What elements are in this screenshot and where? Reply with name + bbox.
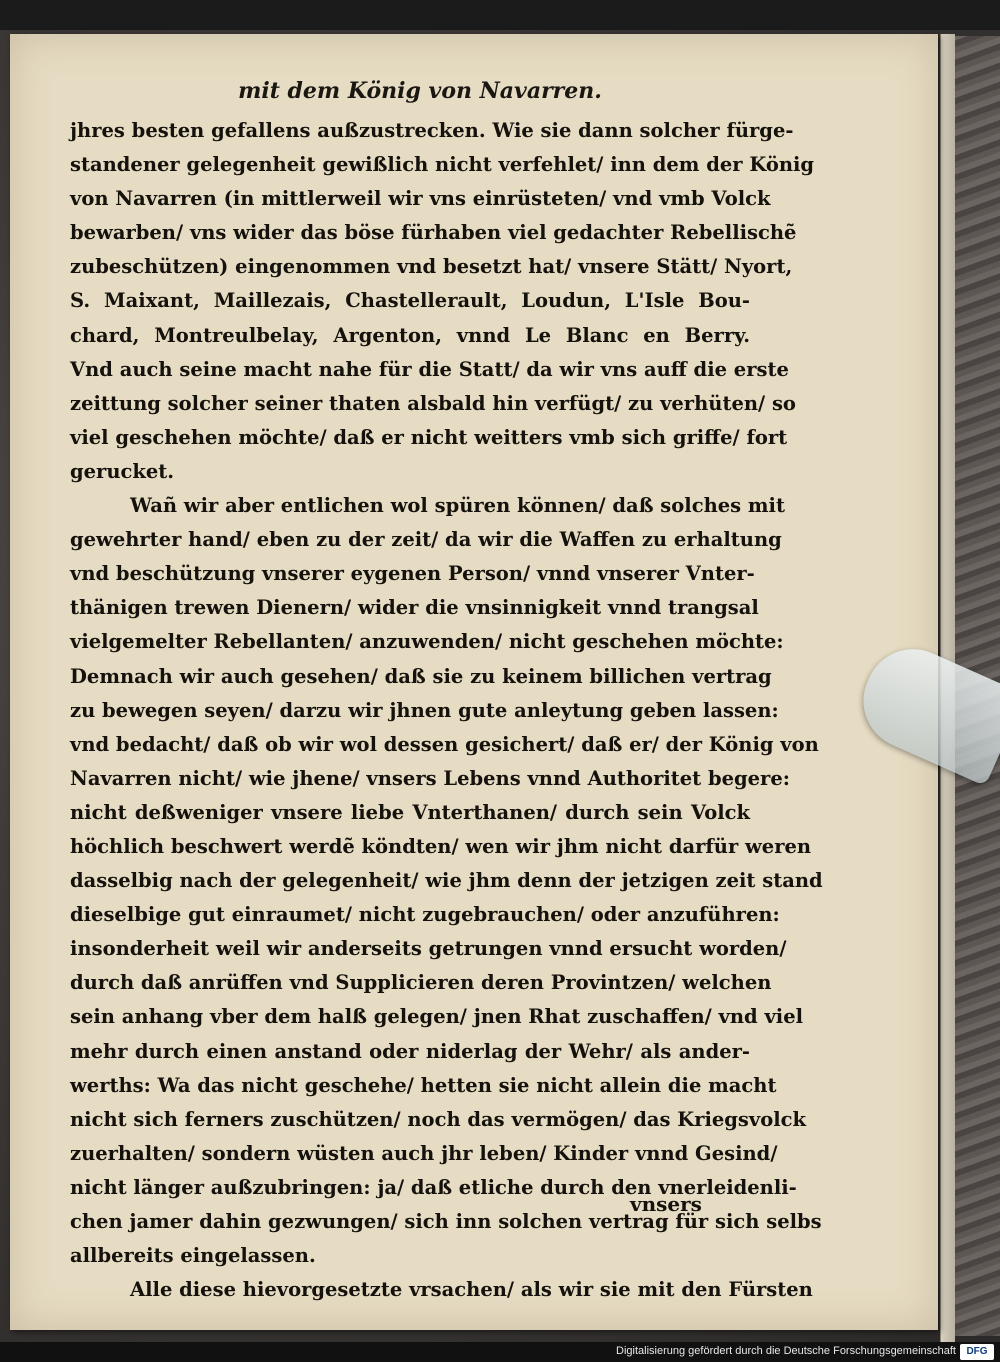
text-line: standener gelegenheit gewißlich nicht verfehlet/ inn dem der König [70, 153, 815, 177]
text-line: bewarben/ vns wider das böse fürhaben viel gedachter Rebellischẽ [70, 221, 797, 245]
text-line: jhres besten gefallens außzustrecken. Wie sie dann solcher fürge- [70, 119, 794, 142]
text-line: thänigen trewen Dienern/ wider die vnsinnigkeit vnnd trangsal [70, 596, 759, 620]
text-line: zu bewegen seyen/ darzu wir jhnen gute anleytung geben lassen: [70, 698, 779, 722]
text-line: Navarren nicht/ wie jhene/ vnsers Lebens vnnd Authoritet begere: [70, 766, 790, 790]
text-line: von Navarren (in mittlerweil wir vns einrüsteten/ vnd vmb Volck [70, 187, 771, 211]
text-line: nicht sich ferners zuschützen/ noch das vermögen/ das Kriegsvolck [70, 1107, 807, 1131]
text-line: Demnach wir auch gesehen/ daß sie zu keinem billichen vertrag [70, 664, 772, 688]
text-line: chard, Montreulbelay, Argenton, vnnd Le Blanc en Berry. [70, 323, 750, 347]
text-line: gerucket. [70, 459, 175, 483]
dfg-logo: DFG [960, 1344, 994, 1360]
text-line: S. Maixant, Maillezais, Chastellerault, Loudun, L'Isle Bou- [70, 289, 750, 313]
text-line: Wañ wir aber entlichen wol spüren können/ daß solches mit [130, 494, 785, 518]
text-line: sein anhang vber dem halß gelegen/ jnen Rhat zuschaffen/ vnd viel [70, 1005, 804, 1029]
text-line: zeittung solcher seiner thaten alsbald hin verfügt/ zu verhüten/ so [70, 391, 796, 415]
text-line: dasselbig nach der gelegenheit/ wie jhm denn der jetzigen zeit stand [70, 869, 823, 893]
text-line: Vnd auch seine macht nahe für die Statt/ da wir vns auff die erste [70, 357, 789, 381]
funding-credit: Digitalisierung gefördert durch die Deutsche Forschungsgemeinschaft [616, 1345, 956, 1357]
text-line: gewehrter hand/ eben zu der zeit/ da wir die Waffen zu erhaltung [70, 528, 782, 552]
text-line: allbereits eingelassen. [70, 1244, 316, 1268]
text-line: höchlich beschwert werdẽ köndten/ wen wir jhm nicht darfür weren [70, 834, 812, 858]
text-line: mehr durch einen anstand oder niderlag der Wehr/ als ander- [70, 1039, 750, 1063]
text-line: werths: Wa das nicht geschehe/ hetten sie nicht allein die macht [70, 1073, 777, 1097]
text-line: Alle diese hievorgesetzte vrsachen/ als wir sie mit den Fürsten [130, 1278, 813, 1302]
body-text [70, 114, 823, 1307]
text-line: vnd bedacht/ daß ob wir wol dessen gesichert/ daß er/ der König von [70, 732, 819, 756]
text-line: chen jamer dahin gezwungen/ sich inn solchen vertrag für sich selbs [70, 1210, 822, 1233]
text-line: nicht länger außzubringen: ja/ daß etliche durch den vnerleidenli- [70, 1175, 797, 1199]
text-line: dieselbige gut einraumet/ nicht zugebrauchen/ oder anzuführen: [70, 903, 780, 927]
book-page [10, 34, 938, 1330]
text-line: zubeschützen) eingenommen vnd besetzt hat/ vnsere Stätt/ Nyort, [70, 255, 793, 279]
text-line: zuerhalten/ sondern wüsten auch jhr leben/ Kinder vnnd Gesind/ [70, 1141, 778, 1165]
catchword: vnsers [630, 1192, 702, 1216]
running-head: mit dem König von Navarren. [238, 78, 602, 104]
text-line: insonderheit weil wir anderseits getrungen vnnd ersucht worden/ [70, 937, 787, 961]
text-line: vnd beschützung vnserer eygenen Person/ vnnd vnserer Vnter- [70, 562, 755, 586]
text-line: durch daß anrüffen vnd Supplicieren deren Provintzen/ welchen [70, 971, 772, 995]
text-line: nicht deßweniger vnsere liebe Vnterthanen/ durch sein Volck [70, 800, 750, 824]
text-line: vielgemelter Rebellanten/ anzuwenden/ nicht geschehen möchte: [70, 630, 784, 654]
text-line: viel geschehen möchte/ daß er nicht weitters vmb sich griffe/ fort [70, 425, 788, 449]
